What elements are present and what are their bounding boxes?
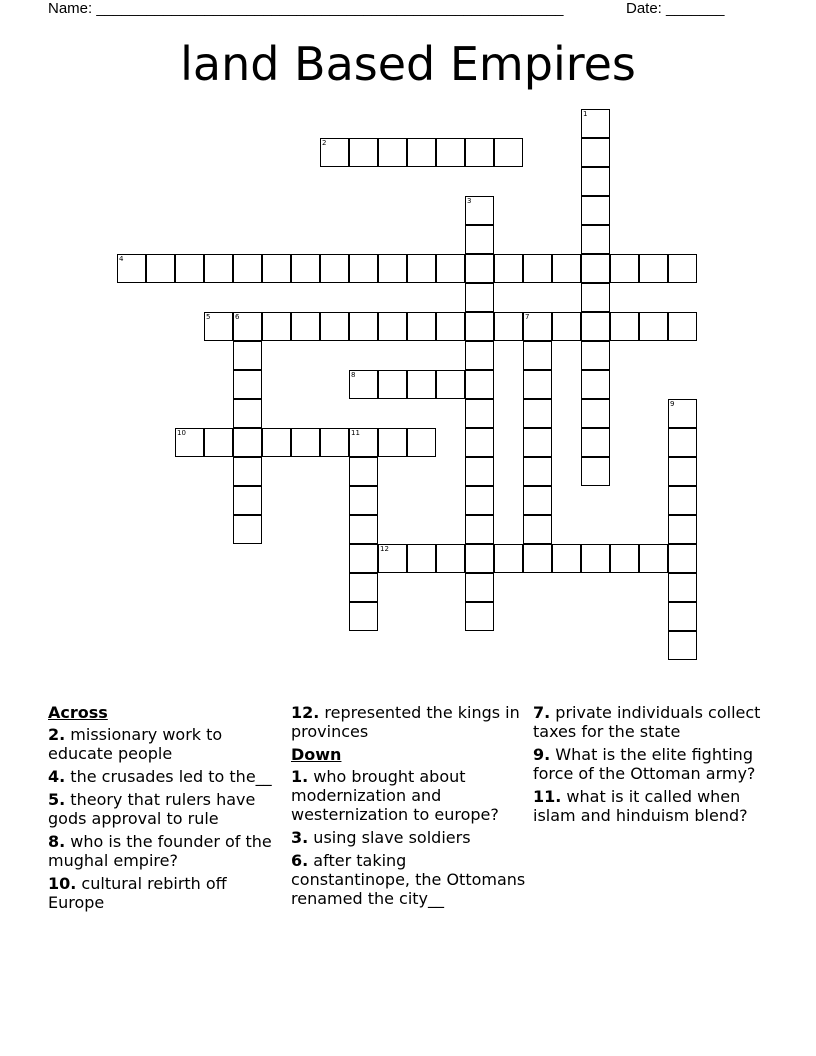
clue-text: What is the elite fighting force of the Ottoman army? [533,745,756,783]
grid-cell[interactable] [668,544,697,573]
clue-item [533,745,773,783]
clue-number-label: 8. [48,832,66,851]
clue-number: 5 [206,313,211,321]
grid-cell[interactable] [378,312,407,341]
grid-cell[interactable] [204,312,233,341]
grid-cell[interactable] [639,254,668,283]
grid-cell[interactable] [349,515,378,544]
grid-cell[interactable] [668,631,697,660]
clue-number-label: 1. [291,767,309,786]
clue-number-label: 4. [48,767,66,786]
grid-cell[interactable] [349,428,378,457]
clue-item [48,874,278,912]
clue-text: cultural rebirth off Europe [48,874,227,912]
page-title: land Based Empires [180,37,636,91]
grid-cell[interactable] [349,312,378,341]
clue-text: what is it called when islam and hinduism blend? [533,787,748,825]
date-field[interactable]: Date: _______ [626,0,725,17]
grid-cell[interactable] [349,457,378,486]
grid-cell[interactable] [668,428,697,457]
grid-cell[interactable] [523,486,552,515]
clue-number-label: 2. [48,725,66,744]
clue-item [291,767,527,824]
down-heading: Down [291,745,342,764]
clue-number-label: 10. [48,874,77,893]
grid-cell[interactable] [523,370,552,399]
grid-cell[interactable] [494,544,523,573]
grid-cell[interactable] [581,196,610,225]
clue-text: who brought about modernization and westernization to europe? [291,767,499,824]
grid-cell[interactable] [465,399,494,428]
grid-cell[interactable] [668,515,697,544]
grid-cell[interactable] [581,370,610,399]
grid-cell[interactable] [436,370,465,399]
grid-cell[interactable] [407,138,436,167]
grid-cell[interactable] [610,254,639,283]
grid-cell[interactable] [668,486,697,515]
grid-cell[interactable] [552,312,581,341]
grid-cell[interactable] [233,399,262,428]
grid-cell[interactable] [668,312,697,341]
clue-item [533,703,773,741]
middle-clues-column [291,703,527,912]
grid-cell[interactable] [610,312,639,341]
grid-cell[interactable] [349,370,378,399]
clue-number: 3 [467,197,472,205]
grid-cell[interactable] [291,312,320,341]
grid-cell[interactable] [552,544,581,573]
clue-number: 1 [583,110,588,118]
clue-number: 12 [380,545,389,553]
grid-cell[interactable] [465,196,494,225]
grid-cell[interactable] [233,312,262,341]
grid-cell[interactable] [175,254,204,283]
clue-text: after taking constantinope, the Ottomans renamed the city__ [291,851,526,908]
grid-cell[interactable] [349,138,378,167]
grid-cell[interactable] [523,341,552,370]
grid-cell[interactable] [581,428,610,457]
grid-cell[interactable] [349,573,378,602]
grid-cell[interactable] [233,254,262,283]
grid-cell[interactable] [465,370,494,399]
grid-cell[interactable] [378,138,407,167]
grid-cell[interactable] [349,486,378,515]
clue-number: 7 [525,313,530,321]
grid-cell[interactable] [465,312,494,341]
across-heading: Across [48,703,108,722]
grid-cell[interactable] [668,457,697,486]
grid-cell[interactable] [233,515,262,544]
grid-cell[interactable] [668,602,697,631]
clue-number: 11 [351,429,360,437]
clue-number: 9 [670,400,675,408]
grid-cell[interactable] [465,283,494,312]
grid-cell[interactable] [465,428,494,457]
clue-text: who is the founder of the mughal empire? [48,832,272,870]
grid-cell[interactable] [581,399,610,428]
grid-cell[interactable] [146,254,175,283]
clue-number-label: 6. [291,851,309,870]
clue-text: represented the kings in provinces [291,703,520,741]
grid-cell[interactable] [320,138,349,167]
grid-cell[interactable] [465,544,494,573]
grid-cell[interactable] [233,457,262,486]
grid-cell[interactable] [465,341,494,370]
grid-cell[interactable] [349,544,378,573]
grid-cell[interactable] [204,428,233,457]
grid-cell[interactable] [581,312,610,341]
grid-cell[interactable] [233,370,262,399]
clue-item [533,787,773,825]
grid-cell[interactable] [262,312,291,341]
clue-text: missionary work to educate people [48,725,223,763]
grid-cell[interactable] [233,341,262,370]
grid-cell[interactable] [407,312,436,341]
clue-item [48,725,278,763]
grid-cell[interactable] [465,138,494,167]
clue-text: the crusades led to the__ [65,767,272,786]
grid-cell[interactable] [291,428,320,457]
clue-number: 4 [119,255,124,263]
clue-text: using slave soldiers [308,828,471,847]
grid-cell[interactable] [523,544,552,573]
grid-cell[interactable] [378,254,407,283]
clue-number-label: 11. [533,787,562,806]
grid-cell[interactable] [581,225,610,254]
clue-item [291,851,527,908]
grid-cell[interactable] [436,254,465,283]
grid-cell[interactable] [233,486,262,515]
grid-cell[interactable] [320,254,349,283]
clue-number: 10 [177,429,186,437]
grid-cell[interactable] [320,312,349,341]
grid-cell[interactable] [465,602,494,631]
across-clues-column [48,703,278,916]
name-field[interactable]: Name: ________________________________________________________ [48,0,564,17]
grid-cell[interactable] [436,138,465,167]
grid-cell[interactable] [407,254,436,283]
clue-number: 8 [351,371,356,379]
clue-item [48,832,278,870]
grid-cell[interactable] [465,225,494,254]
clue-text: private individuals collect taxes for the state [533,703,761,741]
grid-cell[interactable] [378,370,407,399]
grid-cell[interactable] [349,602,378,631]
grid-cell[interactable] [378,428,407,457]
grid-cell[interactable] [465,515,494,544]
clue-number-label: 7. [533,703,551,722]
grid-cell[interactable] [523,254,552,283]
grid-cell[interactable] [407,428,436,457]
clue-number-label: 3. [291,828,309,847]
grid-cell[interactable] [523,399,552,428]
grid-cell[interactable] [465,254,494,283]
down-clues-column [533,703,773,829]
grid-cell[interactable] [668,399,697,428]
grid-cell[interactable] [320,428,349,457]
grid-cell[interactable] [407,370,436,399]
clue-item [291,703,527,741]
grid-cell[interactable] [436,544,465,573]
grid-cell[interactable] [639,312,668,341]
grid-cell[interactable] [204,254,233,283]
grid-cell[interactable] [581,457,610,486]
grid-cell[interactable] [233,428,262,457]
grid-cell[interactable] [465,573,494,602]
grid-cell[interactable] [552,254,581,283]
grid-cell[interactable] [523,457,552,486]
grid-cell[interactable] [291,254,320,283]
grid-cell[interactable] [581,283,610,312]
grid-cell[interactable] [581,341,610,370]
grid-cell[interactable] [581,544,610,573]
grid-cell[interactable] [117,254,146,283]
clue-number-label: 12. [291,703,320,722]
grid-cell[interactable] [523,428,552,457]
grid-cell[interactable] [668,573,697,602]
grid-cell[interactable] [581,254,610,283]
grid-cell[interactable] [668,254,697,283]
grid-cell[interactable] [639,544,668,573]
grid-cell[interactable] [523,312,552,341]
clue-text: theory that rulers have gods approval to rule [48,790,256,828]
grid-cell[interactable] [378,544,407,573]
grid-cell[interactable] [581,109,610,138]
grid-cell[interactable] [262,428,291,457]
clue-item [291,828,527,847]
grid-cell[interactable] [407,544,436,573]
grid-cell[interactable] [175,428,204,457]
grid-cell[interactable] [610,544,639,573]
grid-cell[interactable] [494,312,523,341]
grid-cell[interactable] [494,138,523,167]
clue-number: 6 [235,313,240,321]
clue-number: 2 [322,139,327,147]
clue-number-label: 9. [533,745,551,764]
grid-cell[interactable] [581,138,610,167]
grid-cell[interactable] [465,486,494,515]
clue-number-label: 5. [48,790,66,809]
grid-cell[interactable] [523,515,552,544]
grid-cell[interactable] [581,167,610,196]
grid-cell[interactable] [494,254,523,283]
grid-cell[interactable] [465,457,494,486]
grid-cell[interactable] [349,254,378,283]
grid-cell[interactable] [436,312,465,341]
clue-item [48,767,278,786]
clue-item [48,790,278,828]
grid-cell[interactable] [262,254,291,283]
